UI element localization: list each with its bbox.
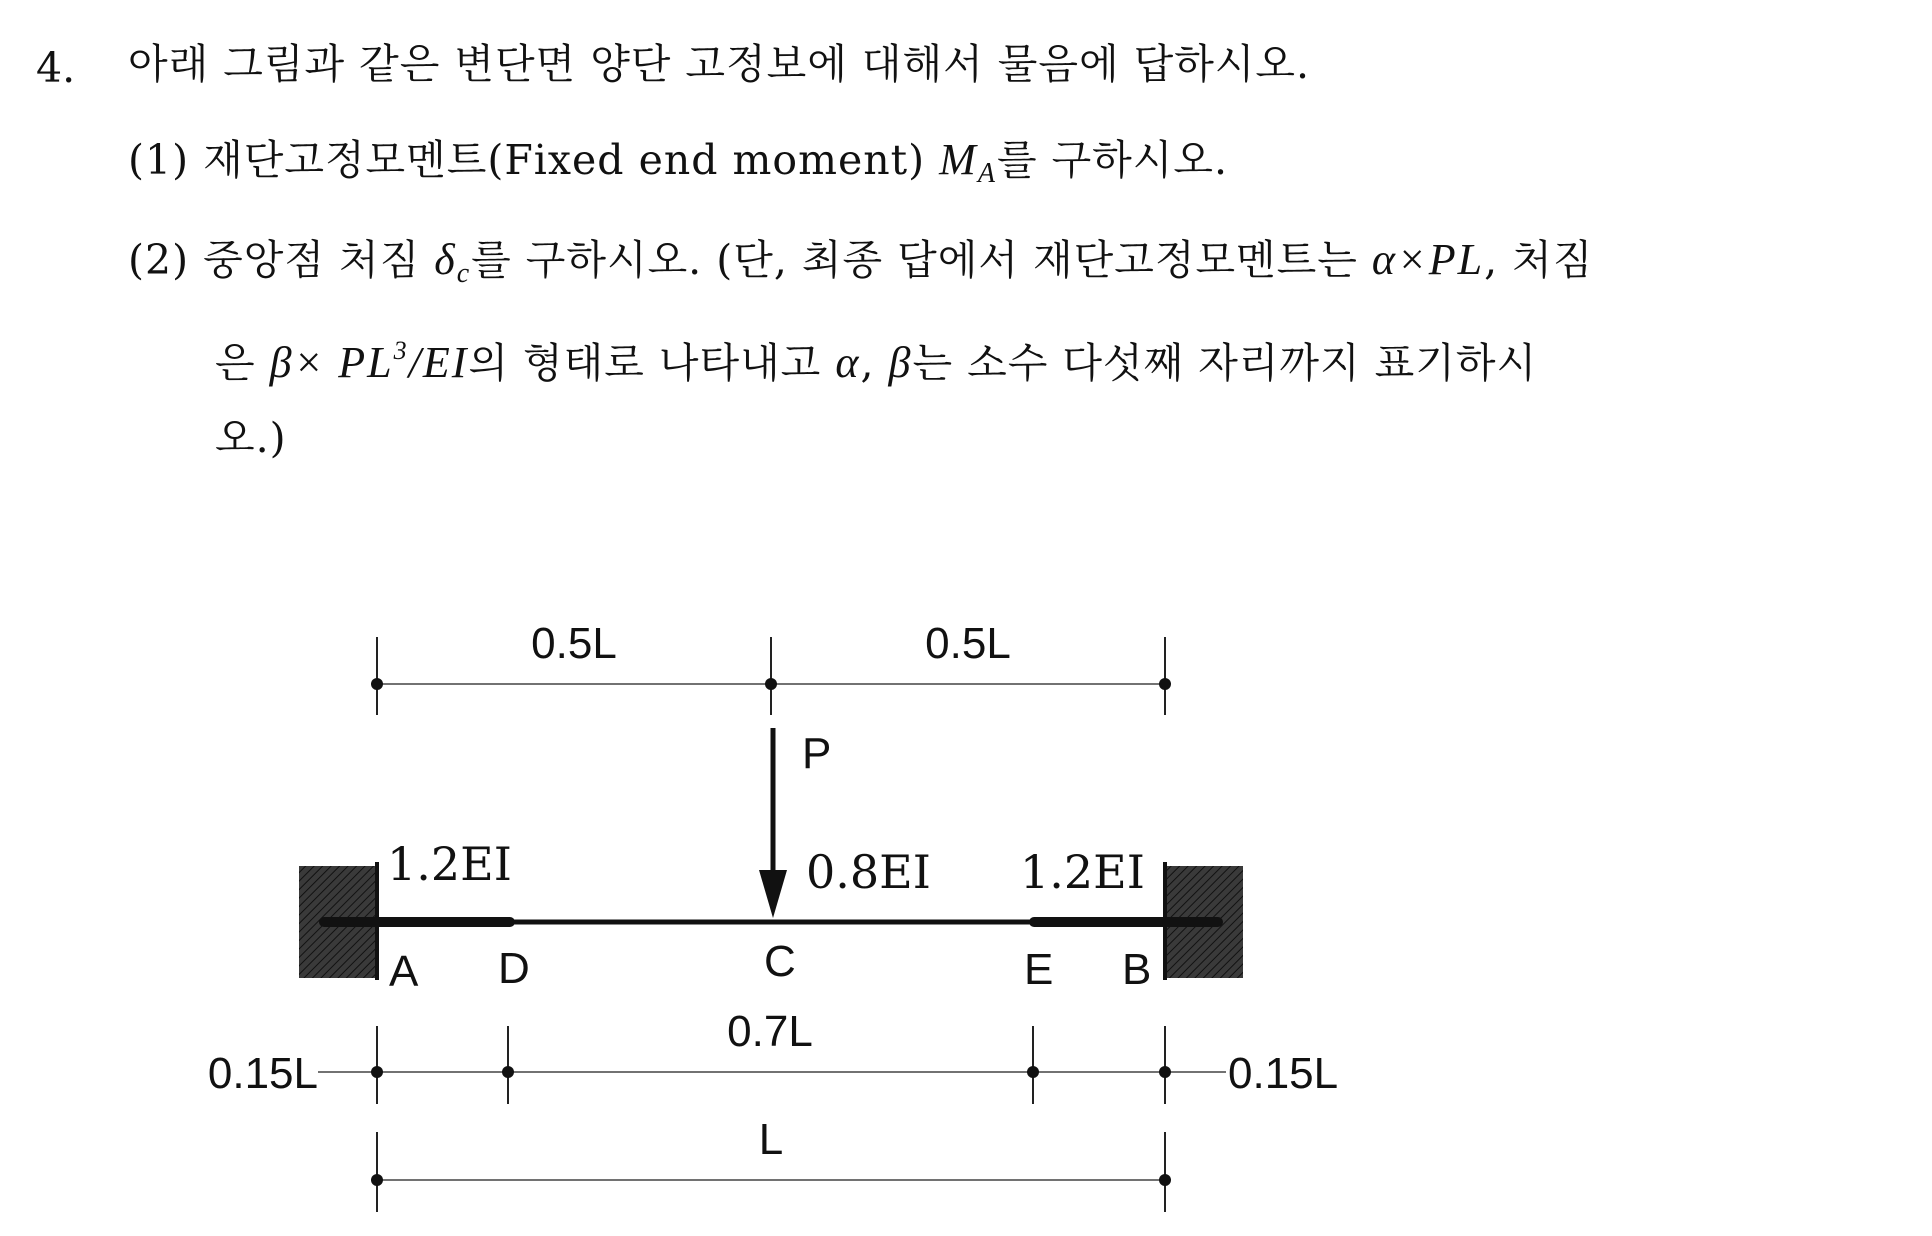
- stiffness-middle: 0.8EI: [806, 845, 931, 899]
- stiffness-right: 1.2EI: [1020, 845, 1145, 899]
- stiffness-left: 1.2EI: [387, 837, 512, 891]
- point-a: A: [389, 947, 419, 996]
- part-2-text-e: 의 형태로 나타내고: [468, 339, 822, 387]
- point-d: D: [498, 944, 530, 993]
- part-2-text-d: 은: [215, 339, 256, 387]
- overall-dimension: [371, 1115, 1171, 1212]
- dim-left-end: 0.15L: [207, 1049, 318, 1098]
- question-stem: 아래 그림과 같은 변단면 양단 고정보에 대해서 물음에 답하시오.: [128, 40, 1311, 88]
- part-2-label: (2): [128, 236, 190, 284]
- dim-left-half: 0.5L: [531, 619, 617, 668]
- dim-middle: 0.7L: [727, 1007, 813, 1056]
- part-2-line-3: 오.): [215, 414, 287, 462]
- beta-expression: $\beta\times PL^3/EI$: [269, 336, 469, 387]
- part-2-text-c: , 처짐: [1484, 236, 1594, 284]
- load-label: P: [802, 729, 832, 778]
- dim-right-half: 0.5L: [925, 619, 1011, 668]
- part-2-text-f: 는 소수 다섯째 자리까지 표기하시: [912, 339, 1538, 387]
- point-e: E: [1024, 945, 1054, 994]
- top-dimension: [371, 619, 1171, 715]
- part-1-text: 재단고정모멘트(Fixed end moment): [203, 136, 926, 184]
- part-1-tail: 를 구하시오.: [996, 136, 1229, 184]
- alpha-symbol: α: [835, 338, 861, 387]
- part-2-text-b: 를 구하시오. (단, 최종 답에서 재단고정모멘트는: [471, 236, 1358, 284]
- comma: ,: [860, 339, 875, 387]
- part-2-text-a: 중앙점 처짐: [203, 236, 421, 284]
- point-b: B: [1122, 945, 1152, 994]
- point-c: C: [764, 937, 796, 986]
- deflection-symbol: $\delta_c$: [434, 235, 472, 289]
- part-1-label: (1): [128, 136, 190, 184]
- dim-overall: L: [758, 1115, 784, 1164]
- segment-dimension: [208, 1007, 1338, 1104]
- question-number: 4.: [36, 44, 76, 92]
- dim-right-end: 0.15L: [1228, 1049, 1339, 1098]
- moment-symbol: $M_A$: [939, 135, 997, 189]
- beta-symbol: β: [888, 338, 913, 387]
- alpha-expression: α×PL: [1371, 235, 1485, 284]
